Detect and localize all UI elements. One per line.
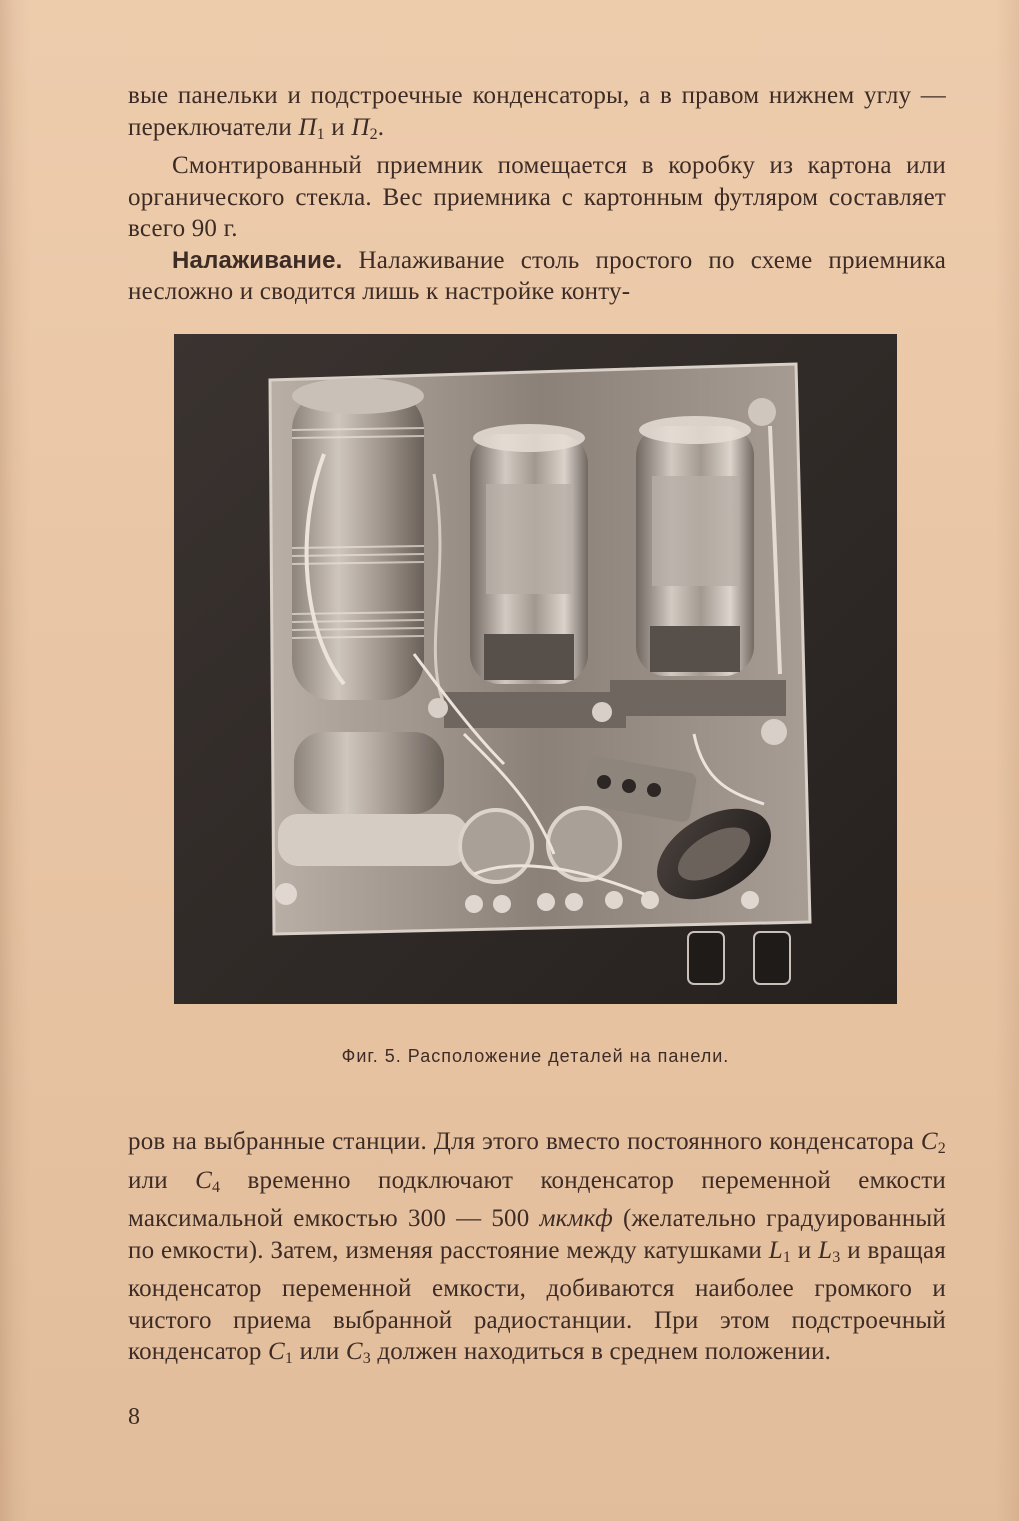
paragraph-tuning — [128, 245, 946, 308]
paragraph-assembly: Смонтированный приемник помещается в коробку из картона или органического стекла. Вес приемника с картонным футляром составляет всего 90 г. — [128, 152, 946, 242]
paragraph-text: и — [324, 113, 352, 141]
symbol-c2: C — [920, 1128, 938, 1155]
radio-receiver-photo — [174, 334, 897, 1004]
paragraph-text: Налаживание столь простого по схеме приемника несложно и сводится лишь к настройке конту- — [128, 246, 946, 305]
subscript: 4 — [212, 1178, 221, 1196]
figure-caption: Фиг. 5. Расположение деталей на панели. — [341, 1046, 730, 1066]
paragraph-text: ров на выбранные станции. Для этого вместо постоянного конденсатора — [128, 1128, 921, 1155]
switch-symbol-p2: П — [351, 113, 370, 141]
paragraph-continued — [128, 1126, 946, 1375]
subscript: 2 — [937, 1140, 946, 1157]
paragraph-text: вые панельки и подстроечные конденсаторы, а в правом нижнем углу — переключатели — [128, 82, 946, 141]
subscript: 3 — [832, 1248, 841, 1266]
section-heading-tuning: Налаживание. — [172, 246, 343, 274]
symbol-c3: C — [345, 1338, 363, 1365]
paragraph-text: и — [791, 1236, 819, 1264]
subscript: 1 — [284, 1350, 294, 1367]
paragraph-text: и вращая конденсатор переменной емкости, добиваются наиболее громкого и чистого приема выбранной радиостанции. При этом подстроечный конденсатор — [128, 1236, 946, 1365]
unit-label: мкмкф — [539, 1205, 613, 1232]
switch-symbol-p1: П — [298, 113, 317, 141]
subscript: 2 — [369, 125, 378, 143]
paragraph-text: должен находиться в среднем положении. — [370, 1338, 832, 1365]
symbol-c1: C — [268, 1338, 285, 1365]
symbol-l1: L — [768, 1236, 783, 1264]
subscript: 3 — [362, 1350, 371, 1367]
paragraph-intro — [128, 80, 946, 150]
bottom-text-block — [128, 1126, 946, 1375]
top-text-block — [128, 80, 946, 308]
paragraph-text: или — [128, 1166, 196, 1194]
symbol-c4: C — [195, 1166, 213, 1194]
symbol-l3: L — [818, 1236, 833, 1264]
subscript: 1 — [782, 1248, 792, 1266]
subscript: 1 — [316, 125, 325, 143]
paragraph-text: временно подключают конденсатор переменной емкости максимальной емкостью 300 — 500 — [128, 1166, 946, 1232]
paragraph-text: . — [377, 113, 385, 141]
paragraph-text: или — [293, 1338, 346, 1365]
paragraph-text: (желательно градуированный по емкости). Затем, изменяя расстояние между катушками — [128, 1205, 947, 1264]
page-number: 8 — [128, 1404, 140, 1430]
